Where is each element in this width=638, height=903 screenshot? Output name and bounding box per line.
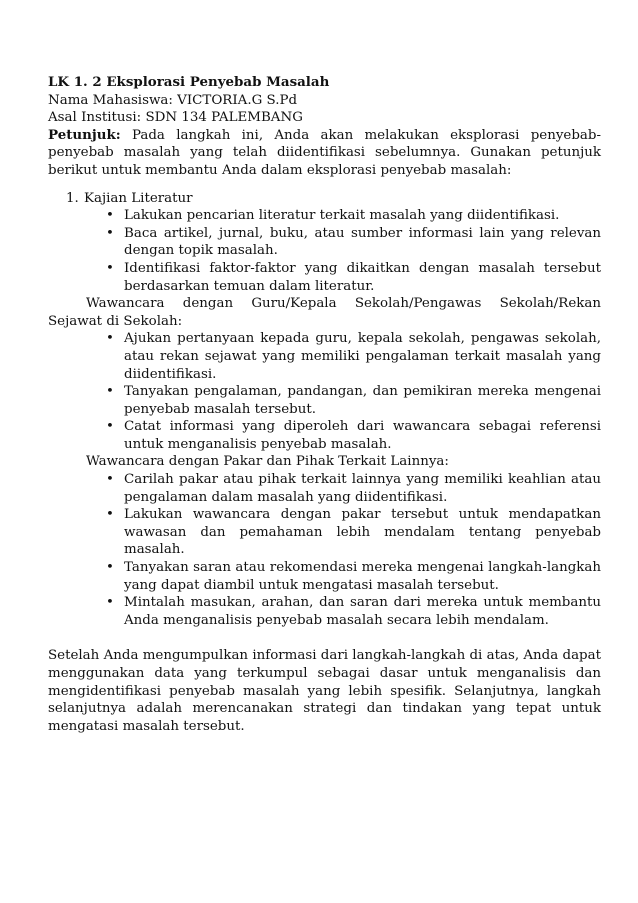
list-item: • Lakukan pencarian literatur terkait masalah yang diidentifikasi. (48, 207, 601, 225)
section-heading: Kajian Literatur (84, 190, 193, 206)
list-item: • Mintalah masukan, arahan, dan saran dari mereka untuk membantu Anda menganalisis penyebab masalah secara lebih mendalam. (48, 594, 601, 629)
list-item: • Baca artikel, jurnal, buku, atau sumber informasi lain yang relevan dengan topik masalah. (48, 225, 601, 260)
page-title: LK 1. 2 Eksplorasi Penyebab Masalah (48, 74, 330, 90)
list-item: • Tanyakan pengalaman, pandangan, dan pemikiran mereka mengenai penyebab masalah tersebut. (48, 383, 601, 418)
instructions-paragraph (48, 127, 601, 180)
document-page (48, 74, 601, 735)
instructions-label: Petunjuk: (48, 126, 121, 143)
list-item: • Lakukan wawancara dengan pakar tersebut untuk mendapatkan wawasan dan pemahaman lebih mendalam tentang penyebab masalah. (48, 506, 601, 559)
section-literature-heading (48, 190, 601, 208)
list-item: • Catat informasi yang diperoleh dari wawancara sebagai referensi untuk menganalisis penyebab masalah. (48, 418, 601, 453)
literature-bullet-list (48, 207, 601, 295)
student-name: Nama Mahasiswa: VICTORIA.G S.Pd (48, 92, 298, 108)
section-number: 1. (66, 190, 79, 206)
list-item: • Tanyakan saran atau rekomendasi mereka mengenai langkah-langkah yang dapat diambil untuk mengatasi masalah tersebut. (48, 559, 601, 594)
list-item: • Ajukan pertanyaan kepada guru, kepala sekolah, pengawas sekolah, atau rekan sejawat yang memiliki pengalaman terkait masalah yang diidentifikasi. (48, 330, 601, 383)
section-interview-school-heading: Wawancara dengan Guru/Kepala Sekolah/Pengawas Sekolah/Rekan Sejawat di Sekolah: (48, 296, 601, 329)
list-item: • Identifikasi faktor-faktor yang dikaitkan dengan masalah tersebut berdasarkan temuan dalam literatur. (48, 260, 601, 295)
instructions-text: Pada langkah ini, Anda akan melakukan eksplorasi penyebab-penyebab masalah yang telah diidentifikasi sebelumnya. Gunakan petunjuk berikut untuk membantu Anda dalam eksplorasi penyebab masalah: (48, 127, 601, 178)
interview-school-bullet-list (48, 330, 601, 453)
section-interview-expert-heading: Wawancara dengan Pakar dan Pihak Terkait Lainnya: (86, 454, 449, 470)
list-item: • Carilah pakar atau pihak terkait lainnya yang memiliki keahlian atau pengalaman dalam masalah yang diidentifikasi. (48, 471, 601, 506)
interview-expert-bullet-list (48, 471, 601, 629)
institution: Asal Institusi: SDN 134 PALEMBANG (48, 110, 303, 126)
closing-paragraph: Setelah Anda mengumpulkan informasi dari langkah-langkah di atas, Anda dapat menggunakan data yang terkumpul sebagai dasar untuk menganalisis dan mengidentifikasi penyebab masalah yang lebih spesifik. Selanjutnya, langkah selanjutnya adalah merencanakan strategi dan tindakan yang tepat untuk mengatasi masalah tersebut. (48, 648, 601, 734)
